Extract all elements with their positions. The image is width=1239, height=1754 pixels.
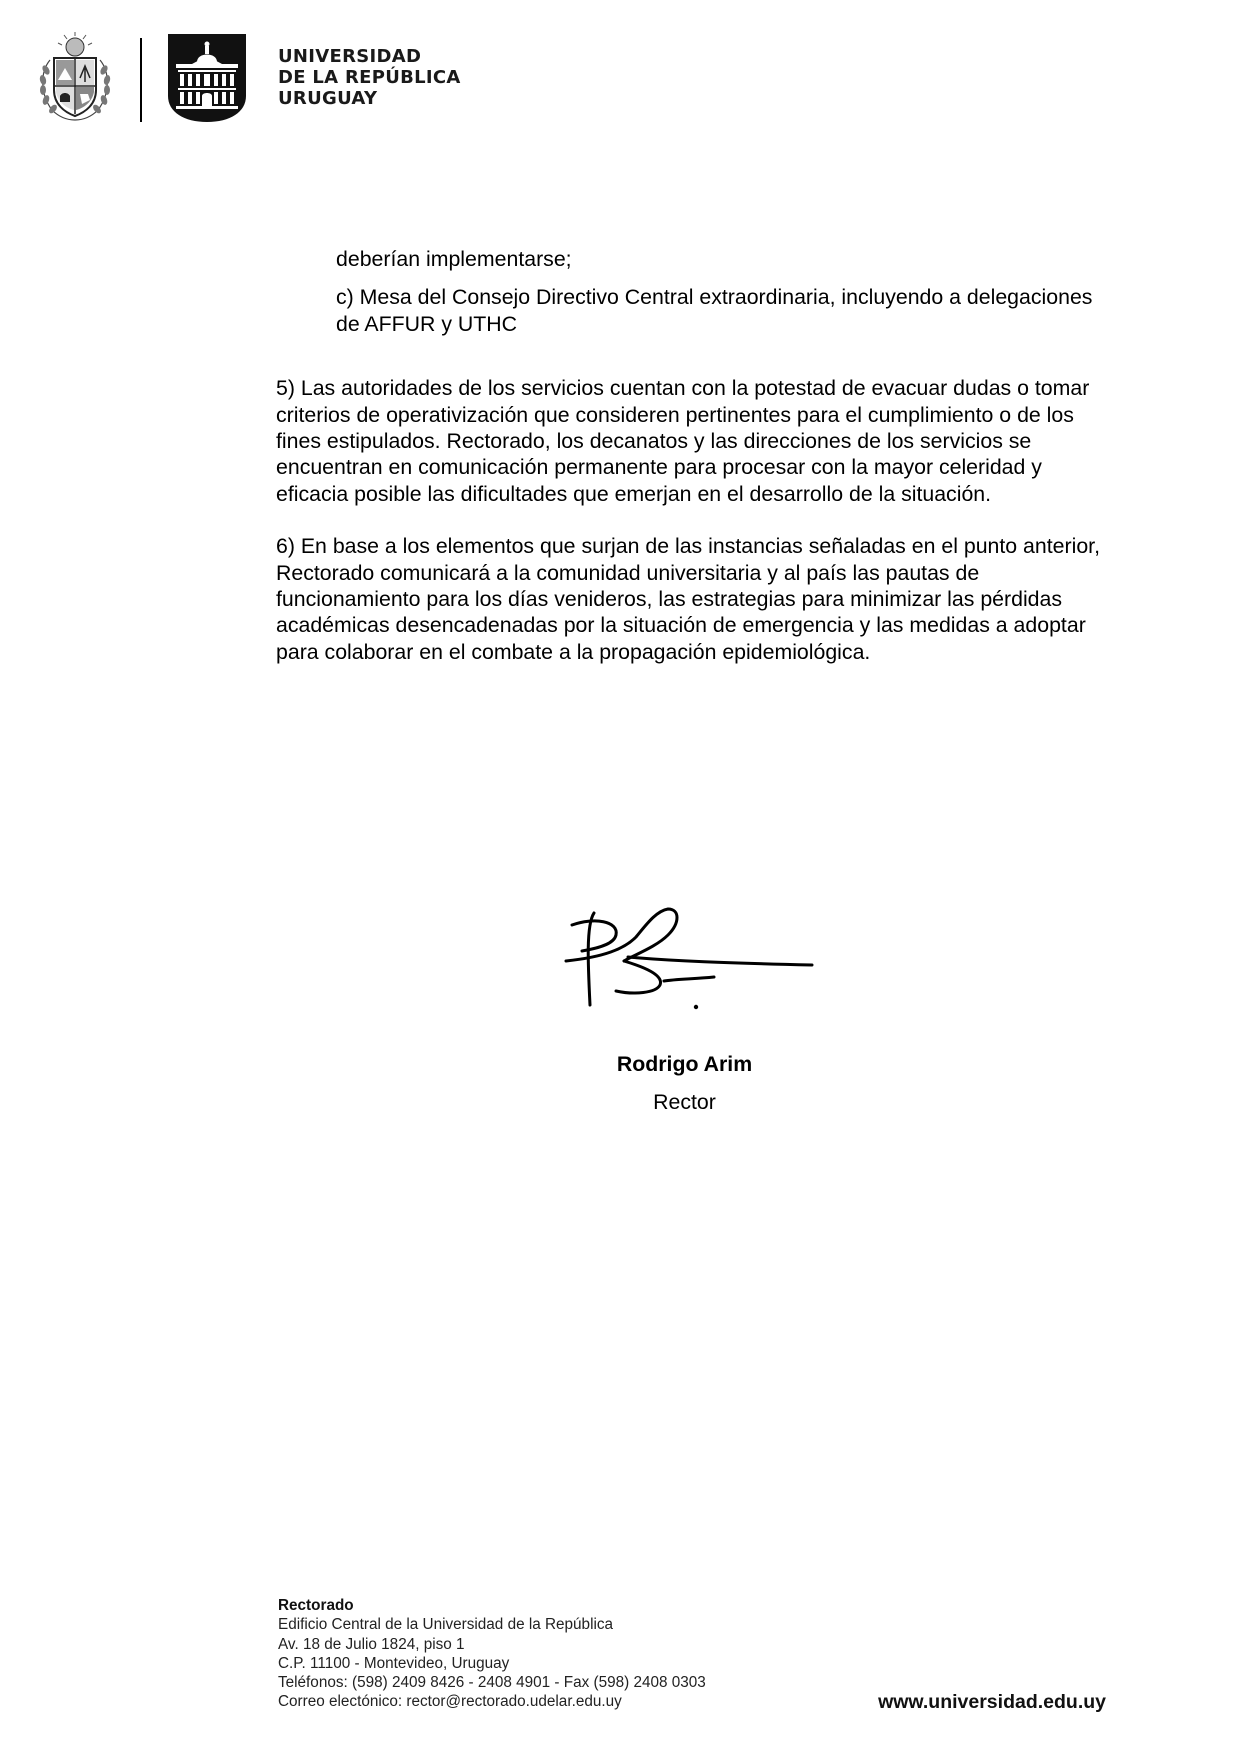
paragraph-item-b-continuation: deberían implementarse;: [336, 247, 572, 271]
footer-office: Rectorado: [278, 1597, 354, 1614]
footer-website: www.universidad.edu.uy: [878, 1691, 1106, 1713]
institution-name: [278, 46, 461, 109]
paragraph-point-6: 6) En base a los elementos que surjan de las instancias señaladas en el punto anterior, Rectorado comunicará a la comunidad universitaria y al país las pautas de funcionamiento para los días venideros, las estrategias para minimizar las pérdidas académicas desencadenadas por la situación de emergencia y las medidas a adoptar para colaborar en el combate a la propagación epidemiológica.: [276, 534, 1101, 664]
letterhead: [38, 32, 518, 124]
institution-name-line: UNIVERSIDAD: [278, 46, 422, 67]
signer-name: Rodrigo Arim: [616, 1052, 753, 1076]
institution-name-line: URUGUAY: [278, 88, 378, 109]
footer-address-block: [278, 1596, 706, 1712]
document-body: [276, 246, 1106, 665]
footer-address-line: Edificio Central de la Universidad de la República: [278, 1616, 614, 1634]
handwritten-signature: [564, 905, 814, 1015]
paragraph-item-c: c) Mesa del Consejo Directivo Central extraordinaria, incluyendo a delegaciones de AFFUR y UTHC: [336, 285, 1093, 336]
university-building-icon: [168, 34, 246, 122]
header-divider: [140, 38, 142, 122]
coat-of-arms-icon: [38, 32, 112, 124]
paragraph-point-5: 5) Las autoridades de los servicios cuentan con la potestad de evacuar dudas o tomar criterios de operativización que consideren pertinentes para el cumplimiento o de los fines estipulados. Rectorado, los decanatos y las direcciones de los servicios se encuentran en comunicación permanente para procesar con la mayor celeridad y eficacia posible las dificultades que emerjan en el desarrollo de la situación.: [276, 376, 1090, 506]
footer-address-line: Av. 18 de Julio 1824, piso 1: [278, 1635, 465, 1653]
footer-phone-line: Teléfonos: (598) 2409 8426 - 2408 4901 - Fax (598) 2408 0303: [278, 1674, 706, 1692]
signer-role: Rector: [653, 1090, 716, 1114]
footer-address-line: C.P. 11100 - Montevideo, Uruguay: [278, 1654, 510, 1672]
footer-email-line: Correo electónico: rector@rectorado.udelar.edu.uy: [278, 1693, 622, 1711]
institution-name-line: DE LA REPÚBLICA: [278, 67, 461, 88]
